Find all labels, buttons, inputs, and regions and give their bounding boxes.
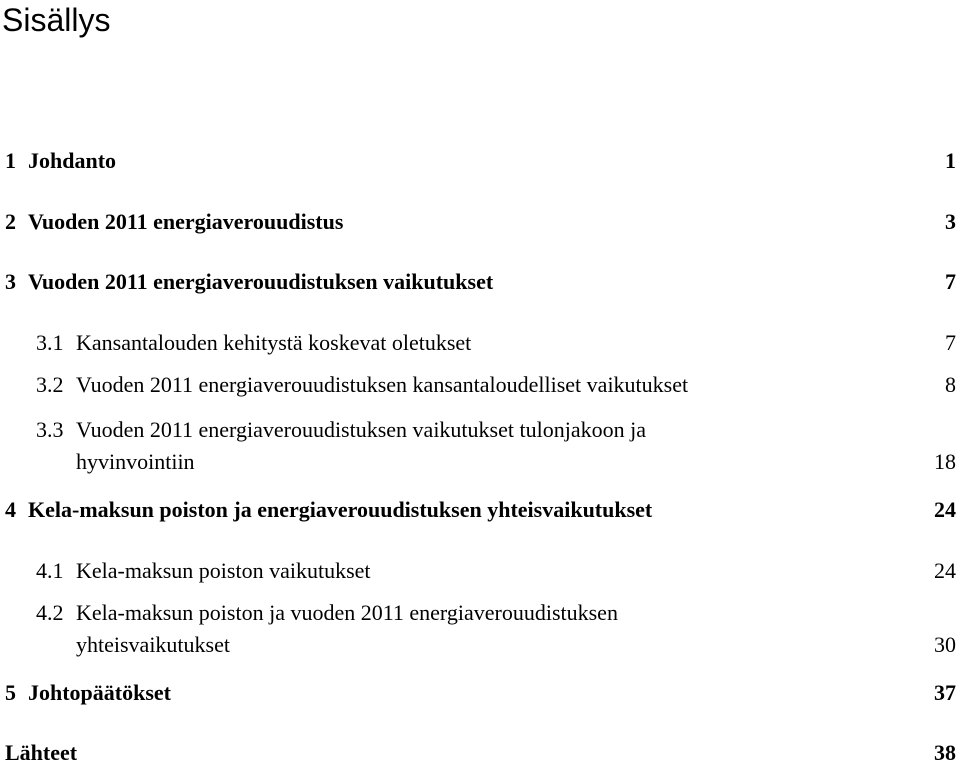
toc-title: Vuoden 2011 energiaverouudistus: [28, 209, 344, 234]
toc-title: Kela-maksun poiston ja vuoden 2011 energiaverouudistuksen: [76, 600, 618, 625]
toc-page: 3: [945, 209, 956, 234]
toc-title: Lähteet: [5, 740, 78, 765]
toc-title: Kansantalouden kehitystä koskevat oletukset: [76, 330, 472, 355]
toc-number: 4: [5, 497, 16, 522]
page-title: Sisällys: [2, 2, 111, 38]
toc-number: 3.3: [36, 417, 64, 442]
toc-title: Vuoden 2011 energiaverouudistuksen vaikutukset tulonjakoon ja: [76, 417, 646, 442]
toc-page: 30: [934, 632, 956, 657]
toc-number: 5: [5, 680, 16, 705]
toc-number: 4.2: [36, 600, 64, 625]
toc-title: Johdanto: [28, 148, 117, 173]
toc-page: 24: [934, 497, 956, 522]
toc-title: Johtopäätökset: [28, 680, 172, 705]
toc-entry-4-2[interactable]: [0, 597, 959, 661]
toc-page: 7: [945, 330, 956, 355]
toc-page: 7: [945, 269, 956, 294]
toc-page: 1: [945, 148, 956, 173]
toc-title: Vuoden 2011 energiaverouudistuksen vaikutukset: [28, 269, 494, 294]
toc-page: 18: [934, 449, 956, 474]
toc-title-continuation: yhteisvaikutukset: [76, 632, 230, 657]
toc-number: 3.2: [36, 372, 64, 397]
toc-title: Kela-maksun poiston ja energiaverouudistuksen yhteisvaikutukset: [28, 497, 653, 522]
toc-page: 8: [945, 372, 956, 397]
toc-number: 3.1: [36, 330, 64, 355]
toc-title: Vuoden 2011 energiaverouudistuksen kansantaloudelliset vaikutukset: [76, 372, 689, 397]
toc-page: 24: [934, 558, 956, 583]
toc-number: 1: [5, 148, 16, 173]
toc-page: 38: [934, 740, 956, 765]
toc-entry-3-3[interactable]: [0, 414, 959, 478]
toc-number: 3: [5, 269, 16, 294]
toc-number: 2: [5, 209, 16, 234]
toc-title: Kela-maksun poiston vaikutukset: [76, 558, 371, 583]
toc-title-continuation: hyvinvointiin: [76, 449, 195, 474]
toc-page: 37: [934, 680, 956, 705]
toc-number: 4.1: [36, 558, 64, 583]
